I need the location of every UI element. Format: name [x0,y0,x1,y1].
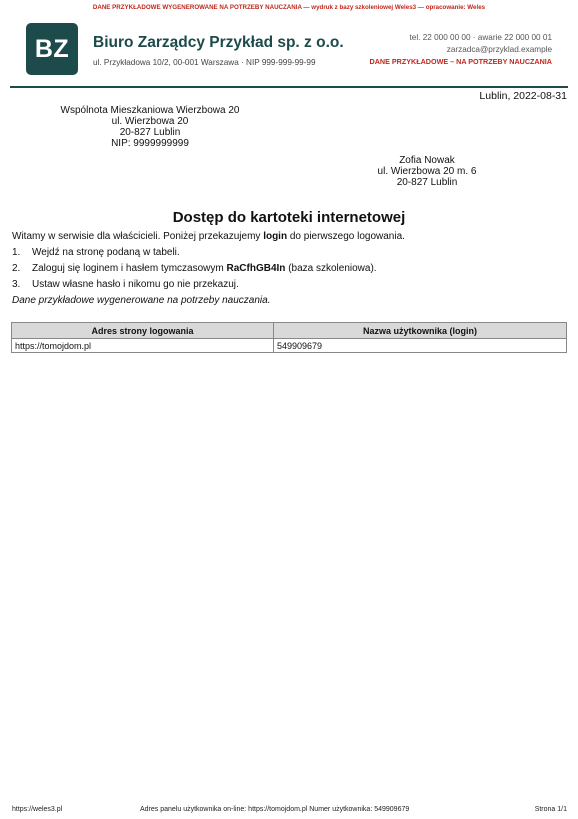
footer-page-number: Strona 1/1 [534,806,567,813]
login-url-cell: https://tomojdom.pl [12,339,274,353]
step-text: Wejdź na stronę podaną w tabeli. [32,247,180,258]
place-date: Lublin, 2022-08-31 [479,90,567,102]
sender-nip: NIP: 9999999999 [111,138,189,149]
document-title: Dostęp do kartoteki internetowej [172,209,406,226]
step-number: 2. [12,263,21,274]
instruction-step-1 [12,247,180,259]
company-phone: tel. 22 000 00 00 · awarie 22 000 00 01 [409,33,552,42]
sender-name: Wspólnota Mieszkaniowa Wierzbowa 20 [60,105,240,116]
username-cell: 549909679 [274,339,567,353]
instruction-step-3 [12,279,239,291]
company-name: Biuro Zarządcy Przykład sp. z o.o. [93,34,344,51]
company-logo: BZ [26,23,78,75]
sender-street: ul. Wierzbowa 20 [111,116,189,127]
recipient-block [356,155,498,188]
step-text: Ustaw własne hasło i nikomu go nie przekazuj. [32,279,239,290]
temporary-password: RaCfhGB4In [226,263,286,274]
step-text: Zaloguj się loginem i hasłem tymczasowym [32,263,227,274]
sender-block [55,105,245,149]
recipient-street: ul. Wierzbowa 20 m. 6 [377,166,477,177]
header-divider [10,86,568,88]
sample-data-note: DANE PRZYKŁADOWE – NA POTRZEBY NAUCZANIA [369,57,552,66]
recipient-city: 20-827 Lublin [396,177,458,188]
intro-text: Witamy w serwisie dla właścicieli. Poniżej przekazujemy [12,231,264,242]
recipient-name: Zofia Nowak [399,155,455,166]
footer-website: https://weles3.pl [12,806,63,813]
sample-data-banner: DANE PRZYKŁADOWE WYGENEROWANE NA POTRZEBY NAUCZANIA — wydruk z bazy szkoleniowej Weles3 — opracowanie: Weles [92,4,486,11]
column-header-username: Nazwa użytkownika (login) [274,323,567,339]
company-address: ul. Przykładowa 10/2, 00-001 Warszawa · NIP 999-999-99-99 [93,58,316,67]
footer-panel-info: Adres panelu użytkownika on-line: https://tomojdom.pl Numer użytkownika: 549909679 [140,806,410,813]
step-number: 3. [12,279,21,290]
intro-paragraph [12,231,568,243]
sender-city: 20-827 Lublin [119,127,181,138]
sample-data-footnote: Dane przykładowe wygenerowane na potrzeby nauczania. [12,295,271,306]
company-contact [370,32,553,68]
intro-login-word: login [263,231,288,242]
intro-text-end: do pierwszego logowania. [287,231,405,242]
table-header-row [12,323,567,339]
column-header-login-url: Adres strony logowania [12,323,274,339]
step-number: 1. [12,247,21,258]
table-row [12,339,567,353]
step-text-end: (baza szkoleniowa). [285,263,377,274]
instruction-step-2 [12,263,377,275]
login-credentials-table [11,322,567,353]
company-email: zarzadca@przyklad.example [446,45,552,54]
